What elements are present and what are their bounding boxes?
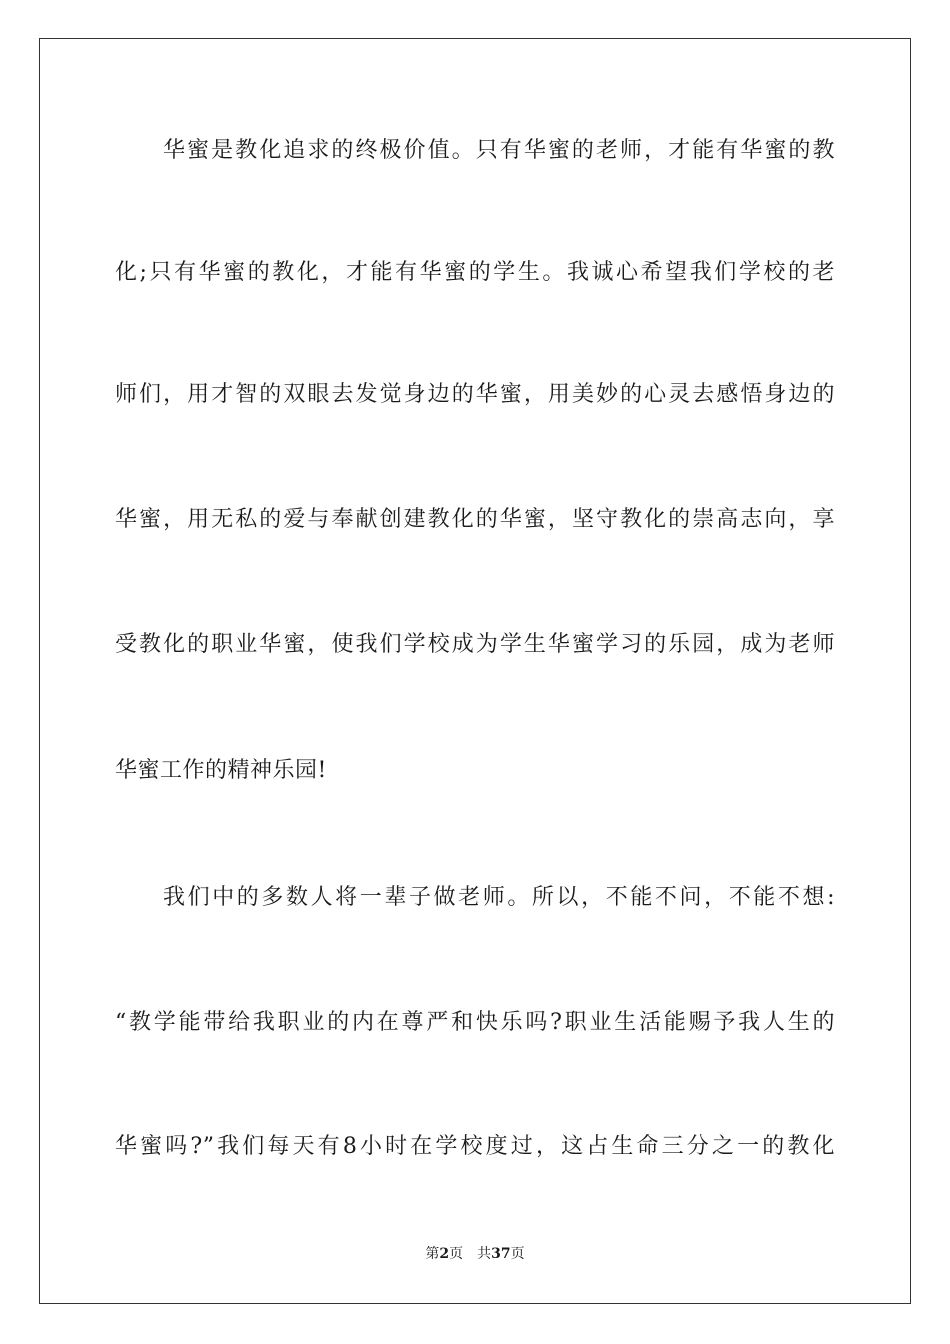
paragraph-line: 我们中的多数人将一辈子做老师。所以，不能不问，不能不想: [163, 885, 835, 910]
paragraph-line: 化;只有华蜜的教化，才能有华蜜的学生。我诚心希望我们学校的老 [115, 260, 835, 285]
paragraph-line: 受教化的职业华蜜，使我们学校成为学生华蜜学习的乐园，成为老师 [115, 632, 835, 657]
page-border [39, 38, 911, 1304]
paragraph-line: 华蜜吗?”我们每天有8小时在学校度过，这占生命三分之一的教化 [115, 1134, 835, 1159]
paragraph-line: 华蜜是教化追求的终极价值。只有华蜜的老师，才能有华蜜的教 [163, 138, 835, 163]
paragraph-line: “教学能带给我职业的内在尊严和快乐吗?职业生活能赐予我人生的 [115, 1010, 835, 1035]
paragraph-line: 华蜜工作的精神乐园! [115, 758, 327, 783]
paragraph-line: 华蜜，用无私的爱与奉献创建教化的华蜜，坚守教化的崇高志向，享 [115, 507, 835, 532]
total-pages-number: 37 [491, 1246, 511, 1262]
page-footer [0, 1245, 950, 1263]
paragraph-line: 师们，用才智的双眼去发觉身边的华蜜，用美妙的心灵去感悟身边的 [115, 382, 835, 407]
current-page-number: 2 [439, 1246, 450, 1262]
total-pages-indicator: 共37页 [477, 1246, 525, 1262]
page-indicator: 第2页 [425, 1246, 464, 1262]
